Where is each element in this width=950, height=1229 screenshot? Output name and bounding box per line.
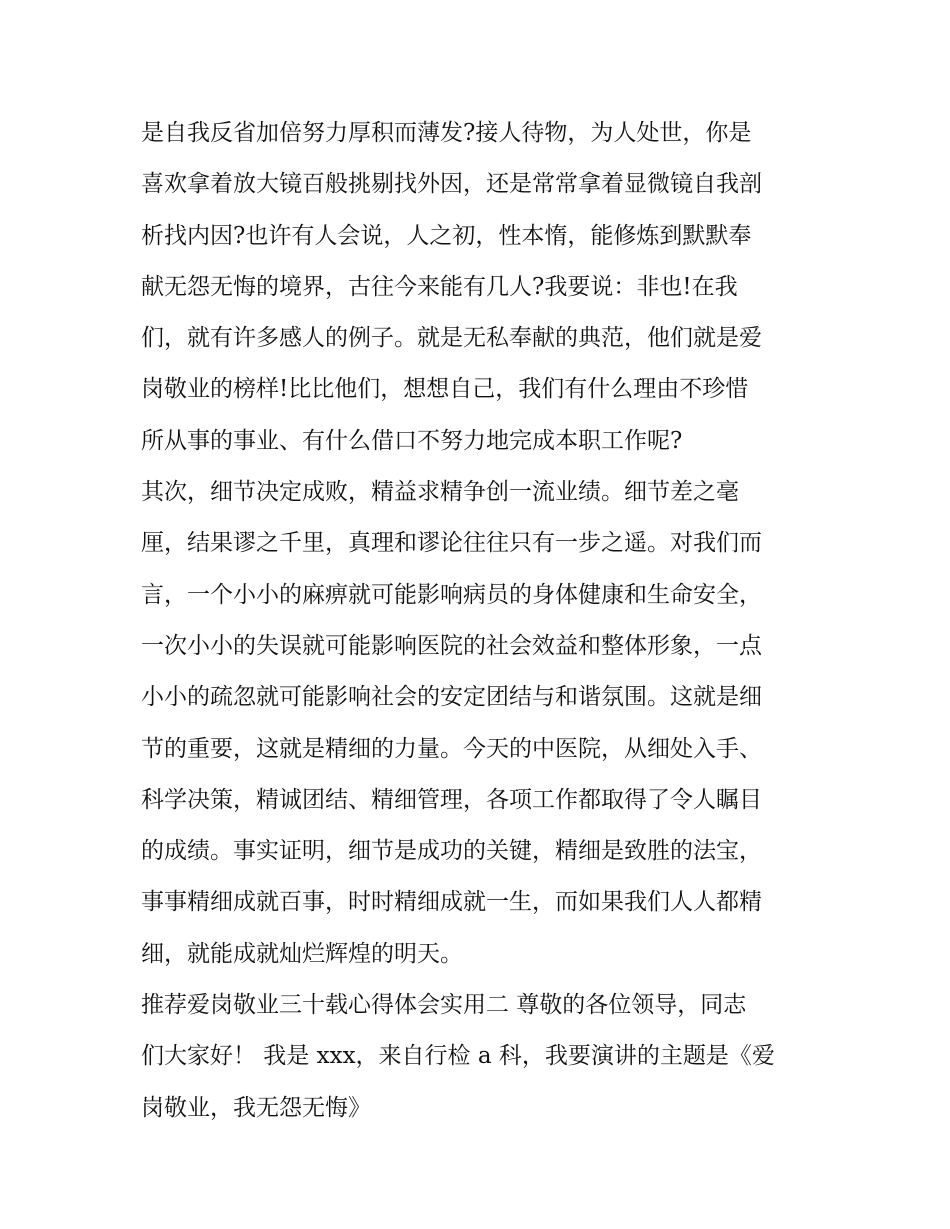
text-line: 细，就能成就灿烂辉煌的明天。 — [141, 940, 463, 967]
text-line: 厘，结果谬之千里，真理和谬论往往只有一步之遥。对我们而 — [141, 530, 762, 557]
body-text — [141, 108, 813, 1134]
text-line: 一次小小的失误就可能影响医院的社会效益和整体形象，一点 — [141, 632, 762, 659]
text-line: 节的重要，这就是精细的力量。今天的中医院，从细处入手、 — [141, 735, 762, 762]
text-line: 小小的疏忽就可能影响社会的安定团结与和谐氛围。这就是细 — [141, 684, 762, 711]
text-line: 的成绩。事实证明，细节是成功的关键，精细是致胜的法宝， — [141, 838, 762, 865]
text-line: 岗敬业的榜样!比比他们，想想自己，我们有什么理由不珍惜 — [141, 376, 749, 403]
text-line: 事事精细成就百事，时时精细成就一生，而如果我们人人都精 — [141, 889, 762, 916]
text-line: 岗敬业，我无怨无悔》 — [141, 1094, 371, 1121]
text-line: 其次，细节决定成败，精益求精争创一流业绩。细节差之毫 — [141, 479, 739, 506]
text-line: 所从事的事业、有什么借口不努力地完成本职工作呢? — [141, 427, 683, 454]
text-line: 喜欢拿着放大镜百般挑剔找外因，还是常常拿着显微镜自我剖 — [141, 171, 762, 198]
text-line: 献无怨无悔的境界，古往今来能有几人?我要说：非也!在我 — [141, 273, 738, 300]
text-line: 言，一个小小的麻痹就可能影响病员的身体健康和生命安全， — [141, 581, 762, 608]
text-line: 是自我反省加倍努力厚积而薄发?接人待物，为人处世，你是 — [141, 120, 752, 146]
text-line: 们大家好！ 我是 xxx，来自行检 a 科，我要演讲的主题是《爱 — [141, 1043, 775, 1070]
text-line: 科学决策，精诚团结、精细管理，各项工作都取得了令人瞩目 — [141, 786, 762, 813]
text-line: 们，就有许多感人的例子。就是无私奉献的典范，他们就是爱 — [141, 325, 762, 352]
text-line: 析找内因?也许有人会说，人之初，性本惰，能修炼到默默奉 — [141, 222, 752, 249]
text-line: 推荐爱岗敬业三十载心得体会实用二 尊敬的各位领导，同志 — [141, 992, 747, 1019]
